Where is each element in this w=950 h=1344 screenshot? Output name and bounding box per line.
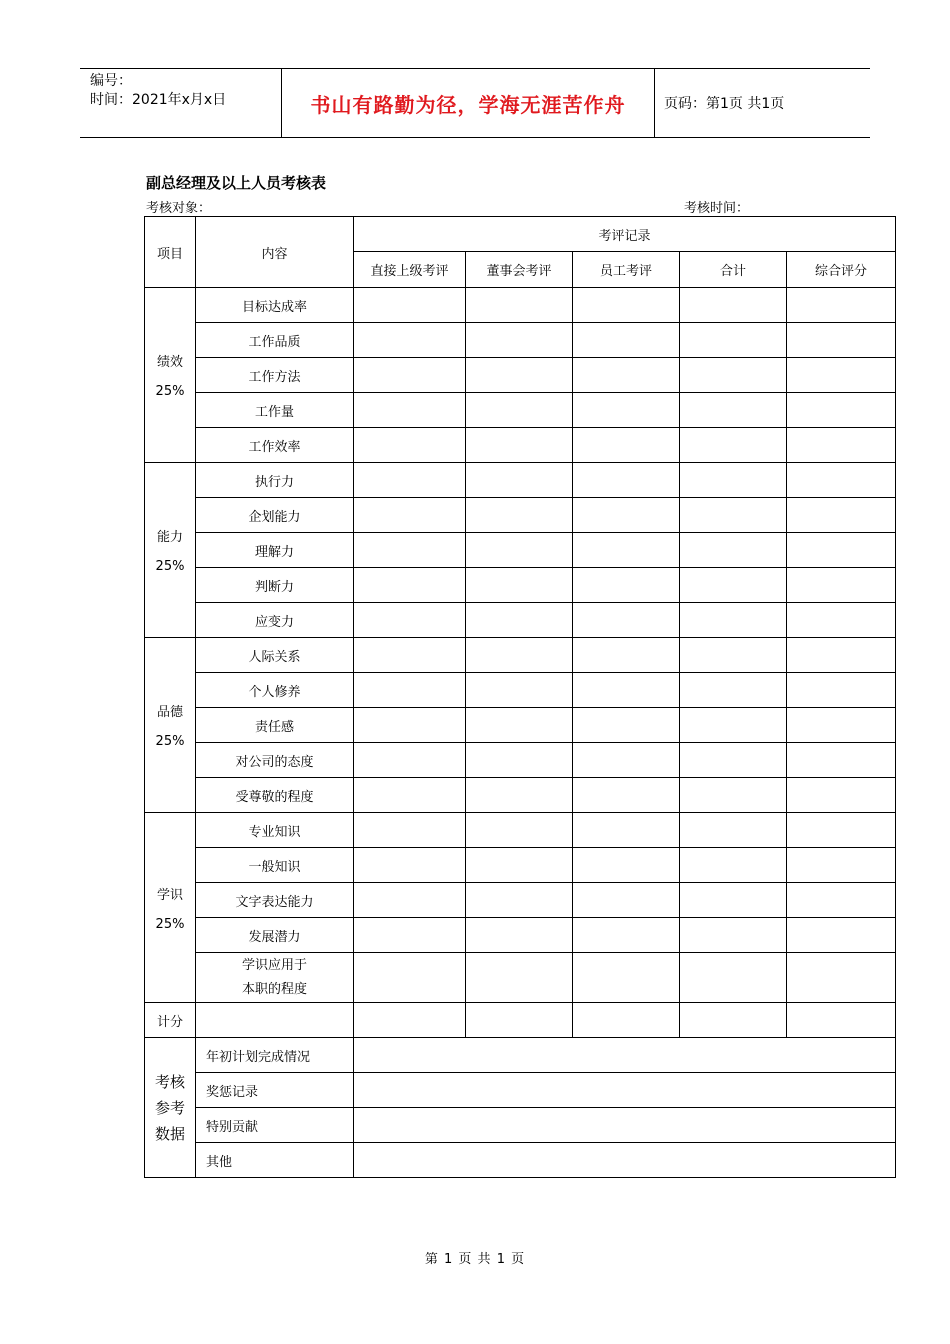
score-cell bbox=[466, 883, 573, 918]
score-cell bbox=[466, 568, 573, 603]
score-cell bbox=[466, 533, 573, 568]
score-cell bbox=[466, 673, 573, 708]
reference-row bbox=[145, 1143, 896, 1178]
reference-row bbox=[145, 1038, 896, 1073]
header-meta bbox=[80, 69, 282, 137]
score-cell bbox=[466, 953, 573, 1003]
group-weight: 25% bbox=[155, 559, 185, 574]
score-cell bbox=[354, 953, 466, 1003]
score-cell bbox=[466, 1003, 573, 1038]
score-cell bbox=[354, 463, 466, 498]
score-cell bbox=[680, 393, 787, 428]
table-row bbox=[145, 778, 896, 813]
page-label: 页码：第1页 共1页 bbox=[664, 96, 785, 112]
table-row bbox=[145, 848, 896, 883]
reference-value bbox=[354, 1073, 896, 1108]
table-row bbox=[145, 603, 896, 638]
score-cell bbox=[680, 778, 787, 813]
score-cell bbox=[787, 883, 896, 918]
score-cell bbox=[680, 673, 787, 708]
score-cell bbox=[354, 743, 466, 778]
sub-col-header: 合计 bbox=[680, 252, 787, 288]
col-item-header: 项目 bbox=[145, 217, 196, 288]
score-cell bbox=[680, 288, 787, 323]
table-row bbox=[145, 673, 896, 708]
table-row bbox=[145, 288, 896, 323]
group-weight: 25% bbox=[155, 384, 185, 399]
form-title: 副总经理及以上人员考核表 bbox=[146, 174, 327, 192]
score-cell bbox=[466, 358, 573, 393]
score-cell bbox=[573, 883, 680, 918]
score-cell bbox=[354, 323, 466, 358]
group-name: 绩效 bbox=[156, 355, 183, 370]
score-cell bbox=[466, 288, 573, 323]
score-cell bbox=[787, 813, 896, 848]
score-cell bbox=[354, 288, 466, 323]
sub-col-header: 董事会考评 bbox=[466, 252, 573, 288]
group-cell bbox=[145, 813, 196, 1003]
item-label: 学识应用于 bbox=[241, 957, 307, 973]
item-cell: 应变力 bbox=[196, 603, 354, 638]
score-cell bbox=[573, 1003, 680, 1038]
score-cell bbox=[680, 638, 787, 673]
item-cell: 专业知识 bbox=[196, 813, 354, 848]
item-cell bbox=[196, 953, 354, 1003]
time-label: 时间：2021年x月x日 bbox=[90, 92, 227, 108]
score-cell bbox=[680, 498, 787, 533]
item-cell: 文字表达能力 bbox=[196, 883, 354, 918]
score-cell bbox=[573, 848, 680, 883]
score-cell bbox=[680, 883, 787, 918]
score-cell bbox=[787, 918, 896, 953]
score-cell bbox=[680, 848, 787, 883]
sub-col-header: 综合评分 bbox=[787, 252, 896, 288]
col-content-header: 内容 bbox=[196, 217, 354, 288]
score-cell bbox=[787, 673, 896, 708]
document-header bbox=[80, 68, 870, 138]
group-cell bbox=[145, 638, 196, 813]
table-row bbox=[145, 393, 896, 428]
score-cell bbox=[466, 778, 573, 813]
score-cell bbox=[573, 603, 680, 638]
table-row bbox=[145, 323, 896, 358]
score-cell bbox=[354, 883, 466, 918]
sub-col-header: 直接上级考评 bbox=[354, 252, 466, 288]
score-cell bbox=[466, 498, 573, 533]
table-row bbox=[145, 498, 896, 533]
score-cell bbox=[573, 708, 680, 743]
time-field-label: 考核时间： bbox=[684, 201, 750, 216]
item-cell: 工作方法 bbox=[196, 358, 354, 393]
table-row bbox=[145, 708, 896, 743]
score-cell bbox=[466, 918, 573, 953]
item-cell: 理解力 bbox=[196, 533, 354, 568]
score-cell bbox=[354, 428, 466, 463]
reference-item: 年初计划完成情况 bbox=[196, 1038, 354, 1073]
score-cell bbox=[354, 533, 466, 568]
score-cell bbox=[354, 638, 466, 673]
score-cell bbox=[680, 358, 787, 393]
sub-col-header: 员工考评 bbox=[573, 252, 680, 288]
item-cell: 个人修养 bbox=[196, 673, 354, 708]
score-cell bbox=[354, 393, 466, 428]
score-cell bbox=[466, 813, 573, 848]
score-cell bbox=[787, 1003, 896, 1038]
score-cell bbox=[573, 533, 680, 568]
score-cell bbox=[787, 463, 896, 498]
score-cell bbox=[787, 533, 896, 568]
score-cell bbox=[787, 743, 896, 778]
score-cell bbox=[573, 918, 680, 953]
score-cell bbox=[680, 813, 787, 848]
score-cell bbox=[680, 1003, 787, 1038]
score-cell bbox=[466, 323, 573, 358]
score-cell bbox=[787, 393, 896, 428]
reference-value bbox=[354, 1038, 896, 1073]
score-cell bbox=[787, 428, 896, 463]
table-row bbox=[145, 568, 896, 603]
score-cell bbox=[573, 463, 680, 498]
item-cell: 一般知识 bbox=[196, 848, 354, 883]
score-cell bbox=[787, 603, 896, 638]
score-cell bbox=[466, 848, 573, 883]
score-cell bbox=[573, 393, 680, 428]
item-cell: 工作量 bbox=[196, 393, 354, 428]
table-row bbox=[145, 918, 896, 953]
score-cell bbox=[787, 358, 896, 393]
score-cell bbox=[466, 638, 573, 673]
score-cell bbox=[573, 953, 680, 1003]
score-cell bbox=[354, 498, 466, 533]
score-cell bbox=[787, 953, 896, 1003]
score-cell bbox=[573, 743, 680, 778]
score-cell bbox=[787, 288, 896, 323]
score-cell bbox=[787, 848, 896, 883]
group-name: 学识 bbox=[156, 887, 183, 903]
score-cell bbox=[466, 393, 573, 428]
score-cell bbox=[354, 603, 466, 638]
score-cell bbox=[466, 463, 573, 498]
header-motto: 书山有路勤为径，学海无涯苦作舟 bbox=[282, 69, 655, 137]
item-cell: 判断力 bbox=[196, 568, 354, 603]
score-cell bbox=[354, 673, 466, 708]
score-cell bbox=[787, 323, 896, 358]
item-cell: 对公司的态度 bbox=[196, 743, 354, 778]
item-cell: 人际关系 bbox=[196, 638, 354, 673]
score-cell bbox=[354, 918, 466, 953]
reference-item: 特别贡献 bbox=[196, 1108, 354, 1143]
reference-value bbox=[354, 1143, 896, 1178]
score-cell bbox=[680, 918, 787, 953]
score-cell bbox=[787, 638, 896, 673]
item-label: 本职的程度 bbox=[241, 981, 307, 997]
item-cell: 工作效率 bbox=[196, 428, 354, 463]
score-cell bbox=[354, 358, 466, 393]
score-cell bbox=[573, 673, 680, 708]
score-cell bbox=[680, 953, 787, 1003]
table-row bbox=[145, 813, 896, 848]
reference-row bbox=[145, 1073, 896, 1108]
score-cell bbox=[466, 743, 573, 778]
score-label: 计分 bbox=[145, 1003, 196, 1038]
score-cell bbox=[354, 848, 466, 883]
reference-label-line: 数据 bbox=[154, 1124, 185, 1143]
score-cell bbox=[466, 708, 573, 743]
score-cell bbox=[680, 428, 787, 463]
score-cell bbox=[680, 533, 787, 568]
score-cell bbox=[466, 428, 573, 463]
score-cell bbox=[787, 708, 896, 743]
table-row bbox=[145, 428, 896, 463]
score-cell bbox=[573, 813, 680, 848]
score-cell bbox=[354, 568, 466, 603]
reference-label-line: 参考 bbox=[154, 1098, 185, 1117]
group-cell bbox=[145, 288, 196, 463]
score-cell bbox=[680, 743, 787, 778]
item-cell: 发展潜力 bbox=[196, 918, 354, 953]
subject-label: 考核对象： bbox=[146, 201, 212, 216]
table-row bbox=[145, 638, 896, 673]
score-cell bbox=[466, 603, 573, 638]
reference-label-line: 考核 bbox=[154, 1072, 185, 1091]
table-row bbox=[145, 743, 896, 778]
score-cell bbox=[787, 498, 896, 533]
score-cell bbox=[354, 778, 466, 813]
score-cell bbox=[573, 428, 680, 463]
col-record-header: 考评记录 bbox=[354, 217, 896, 252]
group-cell bbox=[145, 463, 196, 638]
reference-label bbox=[145, 1038, 196, 1178]
score-cell bbox=[787, 778, 896, 813]
table-header-row bbox=[145, 217, 896, 252]
reference-item: 奖惩记录 bbox=[196, 1073, 354, 1108]
score-cell bbox=[573, 778, 680, 813]
number-label: 编号： bbox=[90, 73, 132, 89]
reference-item: 其他 bbox=[196, 1143, 354, 1178]
item-cell: 目标达成率 bbox=[196, 288, 354, 323]
score-cell bbox=[680, 568, 787, 603]
score-cell bbox=[573, 358, 680, 393]
table-row bbox=[145, 463, 896, 498]
score-cell bbox=[573, 498, 680, 533]
score-cell bbox=[573, 638, 680, 673]
group-name: 能力 bbox=[156, 530, 183, 545]
reference-row bbox=[145, 1108, 896, 1143]
score-row bbox=[145, 1003, 896, 1038]
score-cell bbox=[680, 463, 787, 498]
item-cell: 工作品质 bbox=[196, 323, 354, 358]
score-cell bbox=[680, 323, 787, 358]
score-cell bbox=[354, 813, 466, 848]
score-cell bbox=[573, 568, 680, 603]
table-row bbox=[145, 883, 896, 918]
item-cell: 受尊敬的程度 bbox=[196, 778, 354, 813]
item-cell: 企划能力 bbox=[196, 498, 354, 533]
reference-value bbox=[354, 1108, 896, 1143]
score-cell bbox=[680, 603, 787, 638]
score-cell bbox=[573, 323, 680, 358]
group-weight: 25% bbox=[155, 916, 185, 932]
group-weight: 25% bbox=[155, 734, 185, 749]
table-row bbox=[145, 533, 896, 568]
group-name: 品德 bbox=[156, 705, 183, 720]
page-footer: 第 1 页 共 1 页 bbox=[424, 1252, 526, 1267]
table-row bbox=[145, 358, 896, 393]
evaluation-table bbox=[144, 216, 896, 1178]
item-cell: 责任感 bbox=[196, 708, 354, 743]
score-cell bbox=[354, 708, 466, 743]
score-cell bbox=[196, 1003, 354, 1038]
score-cell bbox=[787, 568, 896, 603]
item-cell: 执行力 bbox=[196, 463, 354, 498]
score-cell bbox=[573, 288, 680, 323]
score-cell bbox=[680, 708, 787, 743]
score-cell bbox=[354, 1003, 466, 1038]
table-row bbox=[145, 953, 896, 1003]
